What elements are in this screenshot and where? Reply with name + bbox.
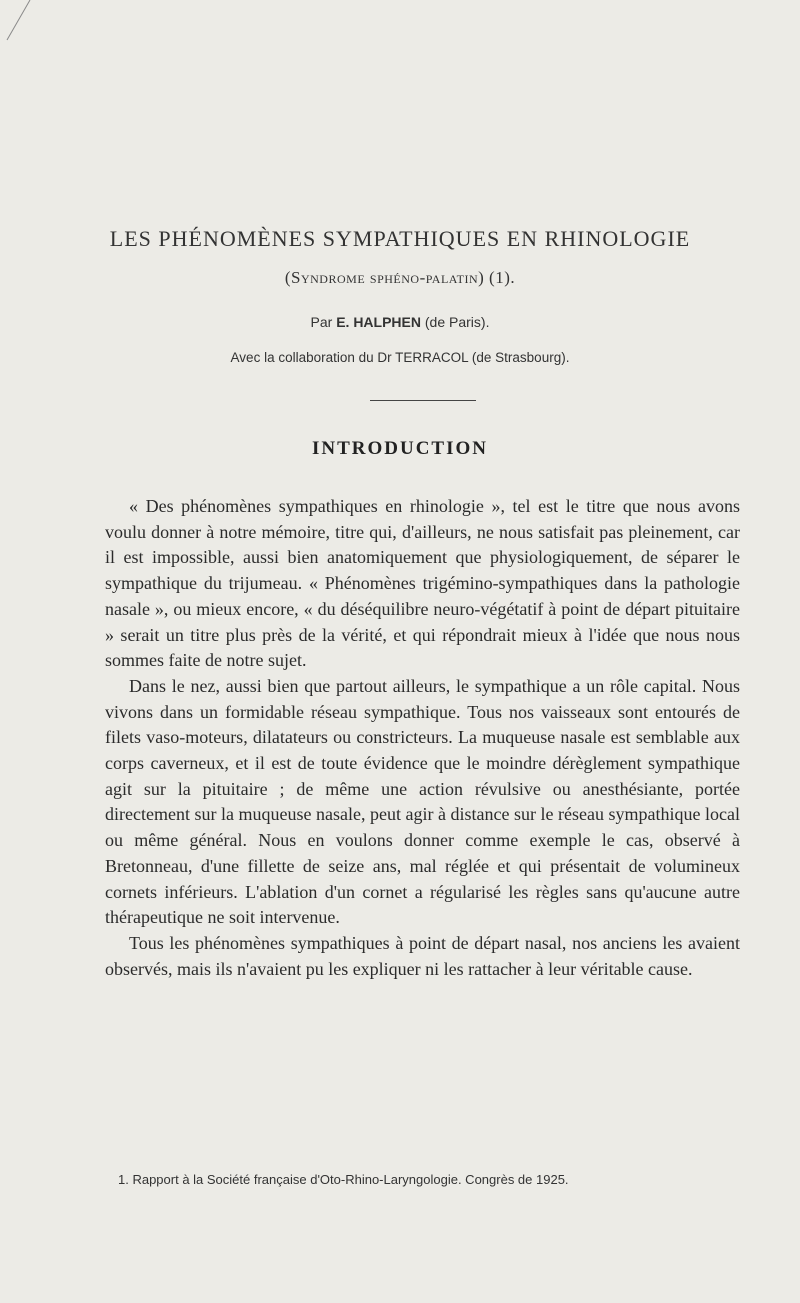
article-subtitle: (Syndrome sphéno-palatin) (1). <box>284 268 516 287</box>
paragraph-2: Dans le nez, aussi bien que partout ailleurs, le sympathique a un rôle capital. Nous vivons dans un formidable réseau sympathique. Tous nos vaisseaux sont entourés de filets vaso-moteurs, dilatateurs ou constricteurs. La muqueuse nasale est semblable aux corps caverneux, et il est de toute évidence que le moindre dérèglement sympathique agit sur la pituitaire ; de même une action révulsive ou anesthésiante, portée directement sur la muqueuse nasale, peut agir à distance sur le réseau sympathique local ou même général. Nous en voulons donner comme exemple le cas, observé à Bretonneau, d'une fillette de seize ans, mal réglée et qui présentait de volumineux cornets inférieurs. L'ablation d'un cornet a régularisé les règles sans qu'aucune autre thérapeutique ne soit intervenue. <box>105 675 740 928</box>
paragraph-1: « Des phénomènes sympathiques en rhinologie », tel est le titre que nous avons voulu donner à notre mémoire, titre qui, d'ailleurs, ne nous satisfait pas pleinement, car il est impossible, aussi bien anatomiquement que physiologiquement, de séparer le sympathique du trijumeau. « Phénomènes trigémino-sympathiques dans la pathologie nasale », ou mieux encore, « du déséquilibre neuro-végétatif à point de départ pituitaire » serait un titre plus près de la vérité, et qui répondrait mieux à l'idée que nous nous sommes faite de notre sujet. <box>105 496 740 671</box>
author-prefix: Par <box>310 314 333 330</box>
body-text <box>105 494 740 982</box>
article-title: LES PHÉNOMÈNES SYMPATHIQUES EN RHINOLOGIE <box>109 226 691 251</box>
collaboration-line: Avec la collaboration du Dr TERRACOL (de Strasbourg). <box>230 350 570 365</box>
section-heading: INTRODUCTION <box>311 438 489 459</box>
author-suffix: (de Paris). <box>424 314 490 330</box>
divider-rule <box>370 400 476 401</box>
paragraph-3: Tous les phénomènes sympathiques à point de départ nasal, nos anciens les avaient observés, mais ils n'avaient pu les expliquer ni les rattacher à leur véritable cause. <box>105 932 740 979</box>
footnote: 1. Rapport à la Société française d'Oto-Rhino-Laryngologie. Congrès de 1925. <box>118 1172 569 1187</box>
author-line <box>0 314 800 330</box>
author-name: E. HALPHEN <box>336 314 421 330</box>
pencil-mark <box>4 0 34 44</box>
